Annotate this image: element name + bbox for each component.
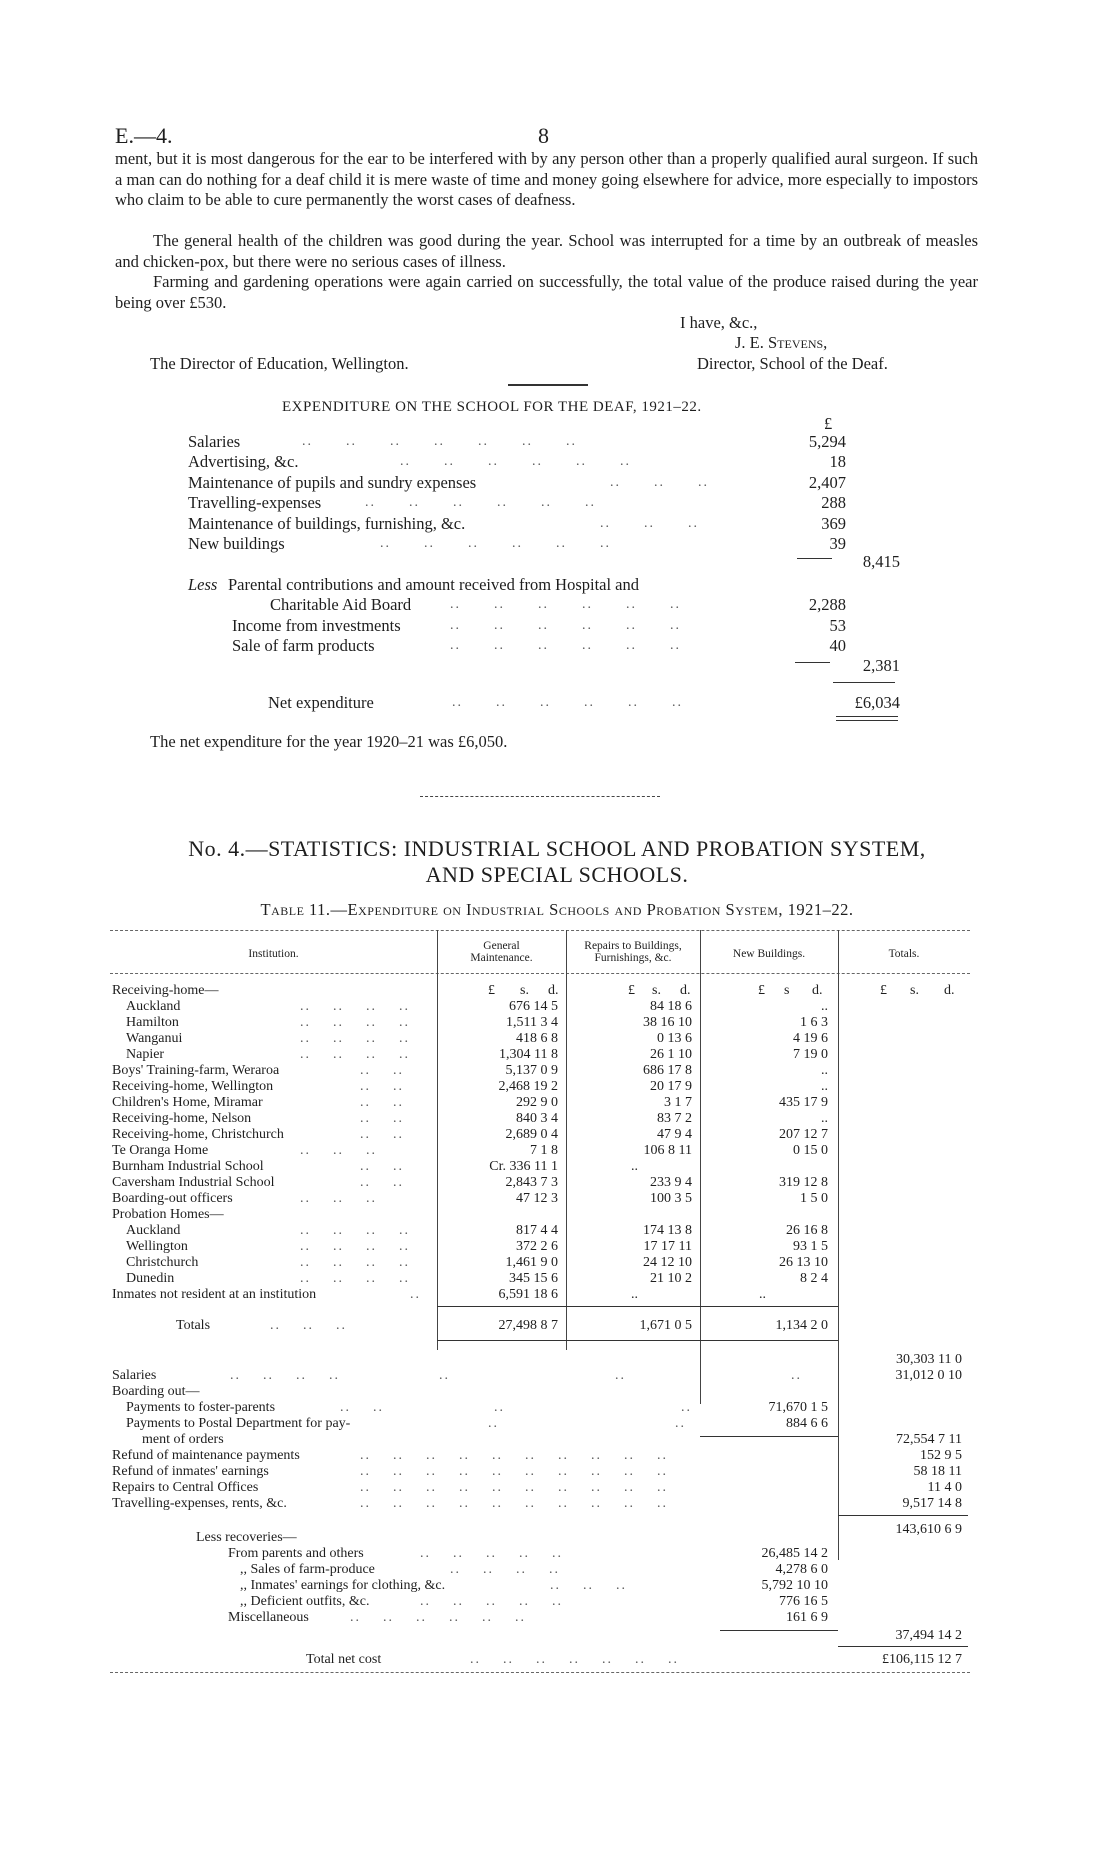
new-buildings-cell: 435 17 9 <box>779 1095 828 1110</box>
less-line: Parental contributions and amount received from Hospital and <box>228 575 640 594</box>
repairs-cell: 47 9 4 <box>657 1127 692 1142</box>
leader-dots: .. .. .. <box>550 1578 627 1593</box>
misc-label: Refund of inmates' earnings <box>112 1464 269 1479</box>
table-title: Table 11.—Expenditure on Industrial Schools and Probation System, 1921–22. <box>260 900 854 919</box>
general-maintenance-total: 27,498 8 7 <box>498 1318 558 1333</box>
general-maintenance-cell: Cr. 336 11 1 <box>489 1159 558 1174</box>
net-cost-total: £106,115 12 7 <box>882 1652 962 1667</box>
leader-dots: .. .. .. .. <box>300 1255 410 1270</box>
new-buildings-cell: .. <box>821 1079 828 1094</box>
general-maintenance-cell: 2,689 0 4 <box>505 1127 558 1142</box>
recovery-label: ,, Sales of farm-produce <box>240 1562 375 1577</box>
unit-pounds: £ <box>628 983 635 998</box>
new-buildings-cell: 319 12 8 <box>779 1175 828 1190</box>
leader-dots: .. .. .. .. .. .. .. .. .. .. <box>360 1480 668 1495</box>
expenditure-amount: 18 <box>829 452 846 471</box>
column-header-new-buildings: New Buildings. <box>732 948 806 960</box>
column-header-repairs: Repairs to Buildings, <box>584 940 682 952</box>
row-label: Children's Home, Miramar <box>112 1095 263 1110</box>
salaries-label: Salaries <box>112 1368 157 1383</box>
less-word: Less <box>188 575 218 594</box>
leader-dots: .. .. <box>488 1416 686 1431</box>
report-reference: E.—4. <box>115 123 173 148</box>
currency-symbol: £ <box>824 414 833 433</box>
less-item-label: Income from investments <box>232 616 401 635</box>
row-label: Receiving-home, Nelson <box>112 1111 252 1126</box>
unit-shillings: s. <box>652 983 661 998</box>
misc-total: 152 9 5 <box>920 1448 962 1463</box>
page-number: 8 <box>538 123 549 148</box>
expenditure-amount: 5,294 <box>808 432 846 451</box>
expenditure-amount: 369 <box>821 514 846 533</box>
boarding-label: Boarding out— <box>112 1384 200 1399</box>
foster-amount: 71,670 1 5 <box>768 1400 828 1415</box>
general-maintenance-cell: 418 6 8 <box>516 1031 558 1046</box>
addressee: The Director of Education, Wellington. <box>150 354 409 373</box>
column-header-general: Maintenance. <box>470 952 533 964</box>
totals-rule <box>437 1306 838 1307</box>
expenditure-label: Salaries <box>188 432 241 451</box>
general-maintenance-cell: 1,511 3 4 <box>506 1015 558 1030</box>
table-bottom-rule <box>110 1672 970 1673</box>
leader-dots: .. .. .. .. <box>300 1047 410 1062</box>
sum-rule <box>833 682 895 683</box>
row-label: Dunedin <box>126 1271 175 1286</box>
prior-year-note: The net expenditure for the year 1920–21 was £6,050. <box>150 732 508 751</box>
repairs-cell: 84 18 6 <box>650 999 692 1014</box>
section-divider <box>420 796 660 797</box>
leader-dots: .. .. .. <box>300 1191 377 1206</box>
unit-pence: d. <box>812 983 823 998</box>
row-label: Receiving-home, Wellington <box>112 1079 274 1094</box>
leader-dots: .. .. .. .. .. <box>420 1546 563 1561</box>
leader-dots: .. .. <box>360 1079 404 1094</box>
expenditure-label: Maintenance of pupils and sundry expenses <box>188 473 477 492</box>
recovery-amount: 5,792 10 10 <box>761 1578 828 1593</box>
leader-dots: .. .. .. .. <box>300 1271 410 1286</box>
expenditure-label: Maintenance of buildings, furnishing, &c. <box>188 514 466 533</box>
signature-greeting: I have, &c., <box>680 313 758 332</box>
leader-dots: .. .. .. .. .. <box>420 1594 563 1609</box>
leader-dots: .. .. <box>360 1159 404 1174</box>
postal-amount: 884 6 6 <box>786 1416 828 1431</box>
net-expenditure-label: Net expenditure <box>268 693 374 712</box>
recovery-label: ,, Deficient outfits, &c. <box>240 1594 370 1609</box>
sum-rule <box>838 1646 968 1647</box>
general-maintenance-cell: 5,137 0 9 <box>505 1063 558 1078</box>
unit-shillings: s <box>784 983 790 998</box>
column-header-general: General <box>483 940 520 952</box>
leader-dots: .. .. .. .. <box>300 1015 410 1030</box>
unit-pounds: £ <box>880 983 887 998</box>
row-label: Wanganui <box>126 1031 183 1046</box>
repairs-cell: 83 7 2 <box>657 1111 692 1126</box>
repairs-total: 1,671 0 5 <box>639 1318 692 1333</box>
general-maintenance-cell: 47 12 3 <box>516 1191 558 1206</box>
leader-dots: .. .. <box>360 1063 404 1078</box>
new-buildings-total: 1,134 2 0 <box>775 1318 828 1333</box>
repairs-cell: 17 17 11 <box>643 1239 692 1254</box>
misc-total: 9,517 14 8 <box>902 1496 962 1511</box>
row-label: Boys' Training-farm, Weraroa <box>112 1063 280 1078</box>
leader-dots: .. .. .. .. .. .. <box>450 597 681 612</box>
repairs-cell: 24 12 10 <box>643 1255 692 1270</box>
repairs-cell: 686 17 8 <box>643 1063 692 1078</box>
salaries-total: 31,012 0 10 <box>895 1368 962 1383</box>
general-maintenance-cell: 1,461 9 0 <box>505 1255 558 1270</box>
postal-label: Payments to Postal Department for pay- <box>126 1416 351 1431</box>
leader-dots: .. .. .. .. <box>300 1223 410 1238</box>
row-label: Napier <box>126 1047 165 1062</box>
deaf-expenditure-heading: EXPENDITURE ON THE SCHOOL FOR THE DEAF, 1921–22. <box>282 399 702 415</box>
new-buildings-cell: 4 19 6 <box>793 1031 828 1046</box>
column-divider <box>700 930 701 1404</box>
column-divider <box>838 930 839 1560</box>
general-maintenance-cell: 2,468 19 2 <box>498 1079 558 1094</box>
unit-pounds: £ <box>488 983 495 998</box>
expenditure-label: Advertising, &c. <box>188 452 299 471</box>
general-maintenance-cell: 372 2 6 <box>516 1239 558 1254</box>
foster-label: Payments to foster-parents <box>126 1400 276 1415</box>
new-buildings-cell: .. <box>821 1111 828 1126</box>
leader-dots: .. .. .. .. .. .. <box>450 618 681 633</box>
sum-rule <box>700 1436 838 1437</box>
totals-rule <box>437 1340 838 1341</box>
repairs-cell: 100 3 5 <box>650 1191 692 1206</box>
row-label: Auckland <box>126 1223 181 1238</box>
column-divider <box>566 930 567 1350</box>
unit-pence: d. <box>944 983 955 998</box>
leader-dots: .. .. .. .. <box>300 1239 410 1254</box>
unit-pence: d. <box>548 983 559 998</box>
sum-rule <box>836 716 898 717</box>
general-maintenance-cell: 817 4 4 <box>516 1223 558 1238</box>
leader-dots: .. .. .. <box>300 1143 377 1158</box>
row-label: Hamilton <box>126 1015 179 1030</box>
leader-dots: .. .. <box>360 1127 404 1142</box>
statistics-title: No. 4.—STATISTICS: INDUSTRIAL SCHOOL AND PROBATION SYSTEM, <box>188 836 926 861</box>
misc-label: Travelling-expenses, rents, &c. <box>112 1496 287 1511</box>
new-buildings-cell: 7 19 0 <box>793 1047 828 1062</box>
row-label: Wellington <box>126 1239 188 1254</box>
sum-rule <box>836 720 898 721</box>
leader-dots: .. .. .. .. .. .. <box>452 695 683 710</box>
net-cost-label: Total net cost <box>306 1652 382 1667</box>
row-label: Probation Homes— <box>112 1207 224 1222</box>
repairs-cell: 26 1 10 <box>650 1047 692 1062</box>
less-item-amount: 40 <box>829 636 846 655</box>
table-top-rule <box>110 930 970 931</box>
gross-total: 143,610 6 9 <box>895 1522 962 1537</box>
leader-dots: .. .. .. .. <box>300 1031 410 1046</box>
unit-shillings: s. <box>520 983 529 998</box>
general-maintenance-cell: 2,843 7 3 <box>505 1175 558 1190</box>
postal-label-continued: ment of orders <box>142 1432 224 1447</box>
new-buildings-cell: 26 16 8 <box>786 1223 828 1238</box>
leader-dots: .. .. .. .. .. .. .. .. .. .. <box>360 1496 668 1511</box>
repairs-cell: 21 10 2 <box>650 1271 692 1286</box>
general-maintenance-cell: 6,591 18 6 <box>498 1287 558 1302</box>
expenditure-label: New buildings <box>188 534 285 553</box>
recovery-label: From parents and others <box>228 1546 364 1561</box>
repairs-cell: .. <box>631 1159 638 1174</box>
sum-rule <box>720 1630 838 1631</box>
expenditure-amount: 2,407 <box>808 473 846 492</box>
leader-dots: .. .. <box>360 1095 404 1110</box>
unit-pence: d. <box>680 983 691 998</box>
repairs-cell: 174 13 8 <box>643 1223 692 1238</box>
misc-label: Refund of maintenance payments <box>112 1448 300 1463</box>
leader-dots: .. .. <box>360 1111 404 1126</box>
general-maintenance-cell: 345 15 6 <box>509 1271 558 1286</box>
leader-dots: .. <box>410 1287 421 1302</box>
less-line: Charitable Aid Board <box>270 595 412 614</box>
general-maintenance-cell: 840 3 4 <box>516 1111 558 1126</box>
boarding-total: 72,554 7 11 <box>896 1432 962 1447</box>
recovery-amount: 776 16 5 <box>779 1594 828 1609</box>
leader-dots: .. .. .. <box>610 475 709 490</box>
leader-dots: .. .. .. .. .. .. .. <box>470 1652 679 1667</box>
net-expenditure-amount: £6,034 <box>854 693 900 712</box>
less-item-amount: 53 <box>829 616 846 635</box>
general-maintenance-cell: 292 9 0 <box>516 1095 558 1110</box>
row-label: Christchurch <box>126 1255 199 1270</box>
misc-total: 58 18 11 <box>913 1464 962 1479</box>
new-buildings-cell: 207 12 7 <box>779 1127 828 1142</box>
repairs-cell: 38 16 10 <box>643 1015 692 1030</box>
new-buildings-cell: .. <box>821 999 828 1014</box>
general-maintenance-cell: 7 1 8 <box>530 1143 558 1158</box>
recovery-amount: 4,278 6 0 <box>775 1562 828 1577</box>
signature-name: J. E. Stevens, <box>735 333 828 352</box>
sum-rule <box>838 1515 968 1516</box>
statistics-subtitle: AND SPECIAL SCHOOLS. <box>425 862 689 887</box>
less-item-label: Sale of farm products <box>232 636 375 655</box>
leader-dots: .. .. .. .. .. .. <box>350 1610 526 1625</box>
new-buildings-cell: 0 15 0 <box>793 1143 828 1158</box>
leader-dots: .. .. .. .. .. .. <box>400 454 631 469</box>
new-buildings-cell: 1 5 0 <box>800 1191 828 1206</box>
repairs-cell: 0 13 6 <box>657 1031 692 1046</box>
row-label: Receiving-home— <box>112 983 219 998</box>
expenditure-amount: 39 <box>829 534 846 553</box>
leader-dots: .. .. .. .. <box>300 999 410 1014</box>
leader-dots: .. .. .. .. .. .. <box>380 536 611 551</box>
row-label: Te Oranga Home <box>112 1143 209 1158</box>
row-label: Boarding-out officers <box>112 1191 233 1206</box>
institutions-grand-total: 30,303 11 0 <box>896 1352 962 1367</box>
new-buildings-cell: .. <box>759 1287 766 1302</box>
less-amount: 2,288 <box>808 595 846 614</box>
recovery-label: ,, Inmates' earnings for clothing, &c. <box>240 1578 446 1593</box>
recovery-label: Miscellaneous <box>228 1610 309 1625</box>
expenditure-label: Travelling-expenses <box>188 493 322 512</box>
leader-dots: .. .. .. .. .. .. <box>450 638 681 653</box>
leader-dots: .. .. .. .. <box>340 1400 692 1415</box>
row-label: Receiving-home, Christchurch <box>112 1127 284 1142</box>
new-buildings-cell: .. <box>821 1063 828 1078</box>
repairs-cell: 20 17 9 <box>650 1079 692 1094</box>
leader-dots: .. .. <box>360 1175 404 1190</box>
row-label: Caversham Industrial School <box>112 1175 275 1190</box>
less-total: 2,381 <box>862 656 900 675</box>
column-header-repairs: Furnishings, &c. <box>594 952 672 964</box>
column-header-institution: Institution. <box>248 948 299 960</box>
repairs-cell: 106 8 11 <box>643 1143 692 1158</box>
divider <box>508 384 588 386</box>
leader-dots: .. .. .. .. <box>450 1562 560 1577</box>
new-buildings-cell: 93 1 5 <box>793 1239 828 1254</box>
general-maintenance-cell: 676 14 5 <box>509 999 558 1014</box>
recovery-amount: 161 6 9 <box>786 1610 828 1625</box>
leader-dots: .. .. .. .. .. .. .. .. .. .. <box>360 1448 668 1463</box>
column-header-totals: Totals. <box>888 948 920 960</box>
paragraph-2: The general health of the children was good during the year. School was interrupted for a time by an outbreak of measles and chicken-pox, but there were no serious cases of illness. <box>115 231 978 271</box>
repairs-cell: 3 1 7 <box>664 1095 692 1110</box>
paragraph-3: Farming and gardening operations were again carried on successfully, the total value of the produce raised during the year being over £530. <box>115 272 978 312</box>
recoveries-total: 37,494 14 2 <box>895 1628 962 1643</box>
misc-label: Repairs to Central Offices <box>112 1480 259 1495</box>
leader-dots: .. .. .. .. .. .. <box>365 495 596 510</box>
row-label: Auckland <box>126 999 181 1014</box>
column-divider <box>437 930 438 1350</box>
unit-shillings: s. <box>910 983 919 998</box>
recovery-amount: 26,485 14 2 <box>761 1546 828 1561</box>
paragraph-1: ment, but it is most dangerous for the ear to be interfered with by any person other than a properly qualified aural surgeon. If such a man can do nothing for a deaf child it is mere waste of time and money going elsewhere for advice, more especially to impostors who claim to be able to cure permanently the worst cases of deafness. <box>115 149 978 209</box>
leader-dots: .. .. .. <box>270 1318 347 1333</box>
leader-dots: .. .. .. .. .. .. .. <box>302 434 577 449</box>
leader-dots: .. .. .. .. .. .. .. <box>230 1368 802 1383</box>
repairs-cell: .. <box>631 1287 638 1302</box>
leader-dots: .. .. .. <box>600 516 699 531</box>
expenditure-amount: 288 <box>821 493 846 512</box>
general-maintenance-cell: 1,304 11 8 <box>499 1047 558 1062</box>
new-buildings-cell: 1 6 3 <box>800 1015 828 1030</box>
new-buildings-cell: 8 2 4 <box>800 1271 828 1286</box>
totals-label: Totals <box>176 1318 211 1333</box>
row-label: Burnham Industrial School <box>112 1159 264 1174</box>
row-label: Inmates not resident at an institution <box>112 1287 317 1302</box>
signature-title: Director, School of the Deaf. <box>697 354 888 373</box>
recoveries-label: Less recoveries— <box>196 1530 297 1545</box>
expenditure-subtotal: 8,415 <box>862 552 900 571</box>
leader-dots: .. .. .. .. .. .. .. .. .. .. <box>360 1464 668 1479</box>
new-buildings-cell: 26 13 10 <box>779 1255 828 1270</box>
misc-total: 11 4 0 <box>927 1480 962 1495</box>
unit-pounds: £ <box>758 983 765 998</box>
table-header-rule <box>110 973 970 974</box>
repairs-cell: 233 9 4 <box>650 1175 692 1190</box>
